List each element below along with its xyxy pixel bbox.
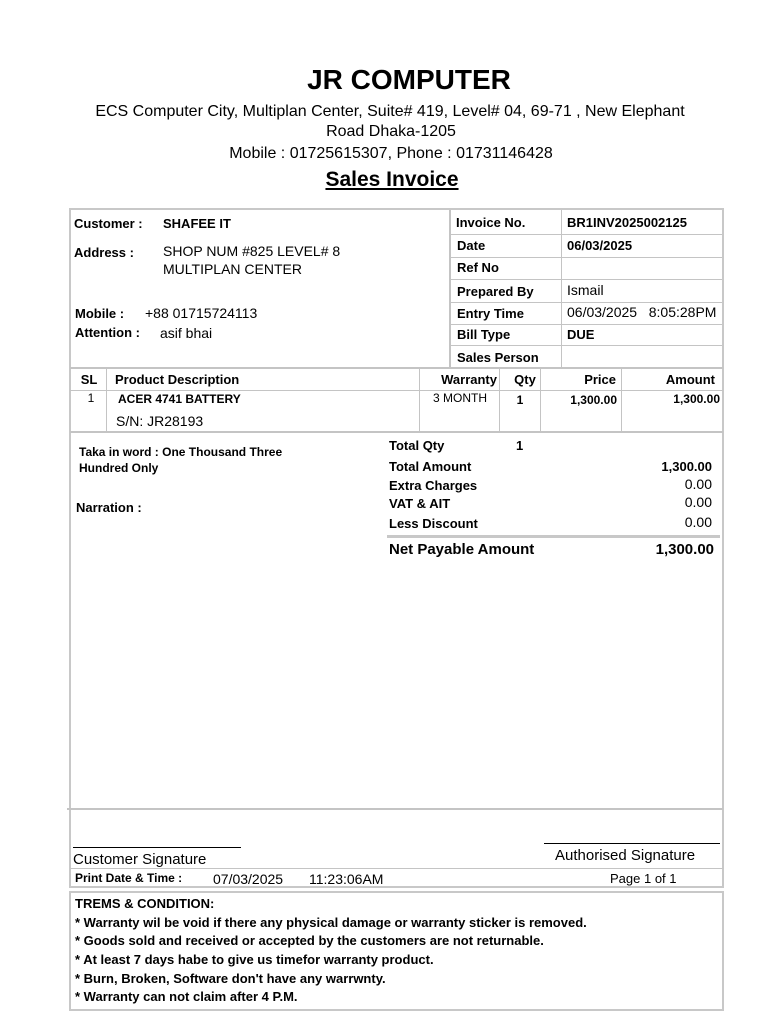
invoice-no-value: BR1INV2025002125 bbox=[567, 215, 687, 230]
authorised-signature-line bbox=[544, 843, 720, 844]
extra-charges-label: Extra Charges bbox=[389, 478, 478, 493]
total-qty-label: Total Qty bbox=[389, 438, 445, 453]
authorised-signature-label: Authorised Signature bbox=[555, 847, 696, 864]
table-header-line bbox=[70, 390, 723, 391]
entry-time-label: Entry Time bbox=[457, 306, 524, 321]
date-value: 06/03/2025 bbox=[567, 238, 633, 253]
info-grid-line bbox=[449, 234, 722, 235]
row-serial: S/N: JR28193 bbox=[116, 413, 204, 429]
mobile-label: Mobile : bbox=[75, 306, 125, 321]
address-line1: SHOP NUM #825 LEVEL# 8 bbox=[163, 243, 341, 259]
extra-charges-value: 0.00 bbox=[684, 476, 712, 492]
net-divider-line bbox=[387, 535, 720, 538]
address-label: Address : bbox=[74, 245, 134, 260]
terms-title: TREMS & CONDITION: bbox=[75, 896, 215, 911]
company-address-line1: ECS Computer City, Multiplan Center, Suite# 419, Level# 04, 69-71 , New Elephant bbox=[95, 103, 685, 120]
col-header-amount: Amount bbox=[665, 372, 715, 387]
terms-item: * At least 7 days habe to give us timefor warranty product. bbox=[75, 952, 434, 967]
print-info-line bbox=[70, 868, 723, 869]
terms-item: * Burn, Broken, Software don't have any warrwnty. bbox=[75, 971, 386, 986]
info-grid-line bbox=[449, 324, 722, 325]
row-qty: 1 bbox=[516, 393, 524, 407]
prepared-by-label: Prepared By bbox=[457, 284, 534, 299]
customer-label: Customer : bbox=[74, 216, 143, 231]
company-contact: Mobile : 01725615307, Phone : 01731146428 bbox=[229, 145, 553, 162]
taka-in-word-line2: Hundred Only bbox=[79, 461, 159, 475]
customer-signature-line bbox=[73, 847, 241, 848]
taka-in-word-line1: Taka in word : One Thousand Three bbox=[79, 445, 283, 459]
net-payable-label: Net Payable Amount bbox=[389, 541, 535, 558]
invoice-no-label: Invoice No. bbox=[456, 215, 526, 230]
info-grid-line bbox=[449, 257, 722, 258]
info-grid-line bbox=[449, 302, 722, 303]
mobile-value: +88 01715724113 bbox=[145, 305, 258, 321]
discount-value: 0.00 bbox=[684, 514, 712, 530]
print-time-value: 11:23:06AM bbox=[309, 871, 384, 887]
table-top-line bbox=[70, 367, 723, 369]
row-description: ACER 4741 BATTERY bbox=[118, 392, 241, 406]
vat-label: VAT & AIT bbox=[389, 496, 451, 511]
row-amount: 1,300.00 bbox=[673, 392, 720, 406]
col-header-warranty: Warranty bbox=[441, 372, 497, 387]
ref-no-label: Ref No bbox=[457, 260, 499, 275]
company-address-line2: Road Dhaka-1205 bbox=[326, 123, 456, 140]
company-name: JR COMPUTER bbox=[307, 64, 511, 95]
info-grid-line bbox=[449, 345, 722, 346]
sales-person-label: Sales Person bbox=[457, 350, 539, 365]
table-bottom-line bbox=[70, 431, 723, 433]
col-header-price: Price bbox=[584, 372, 616, 387]
col-header-qty: Qty bbox=[514, 372, 536, 387]
total-qty-value: 1 bbox=[516, 438, 524, 453]
narration-label: Narration : bbox=[76, 500, 142, 515]
bill-type-label: Bill Type bbox=[457, 327, 511, 342]
entry-time-value: 06/03/2025 8:05:28PM bbox=[567, 304, 717, 320]
attention-value: asif bhai bbox=[160, 325, 213, 341]
date-label: Date bbox=[457, 238, 486, 253]
print-date-label: Print Date & Time : bbox=[75, 871, 183, 885]
row-price: 1,300.00 bbox=[570, 393, 617, 407]
customer-signature-label: Customer Signature bbox=[73, 851, 207, 868]
document-title: Sales Invoice bbox=[325, 168, 459, 191]
bill-type-value: DUE bbox=[567, 327, 595, 342]
row-warranty: 3 MONTH bbox=[433, 391, 487, 405]
terms-item: * Goods sold and received or accepted by the customers are not returnable. bbox=[75, 933, 544, 948]
total-amount-label: Total Amount bbox=[389, 459, 472, 474]
discount-label: Less Discount bbox=[389, 516, 478, 531]
prepared-by-value: Ismail bbox=[567, 282, 604, 298]
col-header-description: Product Description bbox=[115, 372, 240, 387]
net-payable-value: 1,300.00 bbox=[655, 541, 714, 558]
print-date-value: 07/03/2025 bbox=[213, 871, 284, 887]
col-header-sl: SL bbox=[80, 372, 98, 387]
customer-value: SHAFEE IT bbox=[163, 216, 231, 231]
attention-label: Attention : bbox=[75, 325, 140, 340]
address-line2: MULTIPLAN CENTER bbox=[163, 261, 302, 277]
vat-value: 0.00 bbox=[684, 494, 712, 510]
info-grid-line bbox=[449, 279, 722, 280]
row-sl: 1 bbox=[87, 391, 95, 405]
terms-item: * Warranty wil be void if there any physical damage or warranty sticker is removed. bbox=[75, 915, 587, 930]
terms-item: * Warranty can not claim after 4 P.M. bbox=[75, 989, 298, 1004]
signature-area-line bbox=[67, 808, 723, 810]
page-number: Page 1 of 1 bbox=[610, 871, 677, 886]
total-amount-value: 1,300.00 bbox=[661, 459, 712, 474]
